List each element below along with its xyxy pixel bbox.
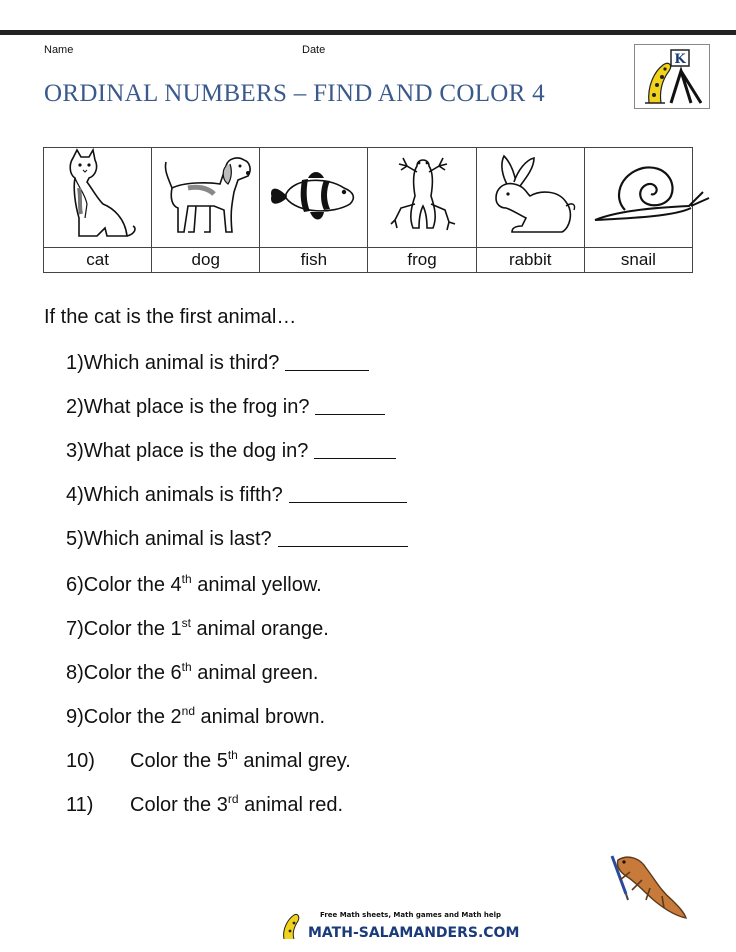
question-text-end: animal grey. — [237, 750, 351, 772]
question-number: 5) — [66, 528, 84, 550]
top-rule — [0, 30, 736, 35]
answer-blank[interactable] — [289, 484, 407, 503]
cat-picture-cell — [44, 148, 152, 248]
animal-label-dog: dog — [152, 248, 260, 273]
question-5 — [66, 528, 408, 551]
question-text: What place is the frog in? — [83, 396, 310, 418]
answer-blank[interactable] — [315, 396, 385, 415]
ordinal-suffix: rd — [227, 792, 239, 806]
question-text: Color the 3 — [130, 794, 228, 816]
question-11 — [66, 792, 343, 817]
answer-blank[interactable] — [285, 352, 369, 371]
question-text: Color the 6 — [83, 662, 182, 684]
snail-picture-cell — [584, 148, 692, 248]
question-9 — [66, 704, 325, 729]
rabbit-picture-cell — [476, 148, 584, 248]
page-title: ORDINAL NUMBERS – FIND AND COLOR 4 — [44, 80, 545, 107]
question-text: Color the 1 — [83, 618, 182, 640]
answer-blank[interactable] — [278, 528, 408, 547]
dog-picture-cell — [152, 148, 260, 248]
salamander-pencil-icon — [606, 850, 690, 922]
animal-label-fish: fish — [260, 248, 368, 273]
question-10 — [66, 748, 351, 773]
question-text: Which animal is third? — [83, 352, 280, 374]
question-number: 10) — [66, 750, 95, 772]
question-text-end: animal orange. — [190, 618, 329, 640]
snail-icon — [585, 148, 715, 242]
rabbit-icon — [482, 148, 578, 242]
animal-label-frog: frog — [368, 248, 476, 273]
animal-label-rabbit: rabbit — [476, 248, 584, 273]
question-3 — [66, 440, 396, 463]
question-number: 11) — [66, 794, 94, 816]
svg-text:Free Math sheets, Math games a: Free Math sheets, Math games and Math help — [320, 911, 502, 919]
answer-blank[interactable] — [314, 440, 396, 459]
svg-text:MATH-SALAMANDERS.COM: MATH-SALAMANDERS.COM — [308, 925, 520, 941]
salamander-mascot — [606, 850, 690, 922]
question-text: Color the 5 — [130, 750, 228, 772]
date-label: Date — [302, 44, 326, 56]
ordinal-suffix: nd — [181, 704, 195, 718]
question-text-end: animal green. — [191, 662, 319, 684]
question-number: 4) — [66, 484, 84, 506]
kindergarten-logo — [634, 44, 710, 109]
question-text-end: animal red. — [238, 794, 344, 816]
question-number: 6) — [66, 574, 84, 596]
cat-icon — [53, 148, 143, 242]
question-text-end: animal yellow. — [191, 574, 322, 596]
question-text: Which animals is fifth? — [83, 484, 283, 506]
question-6 — [66, 572, 322, 597]
question-number: 1) — [66, 352, 84, 374]
ordinal-suffix: th — [227, 748, 238, 762]
question-number: 9) — [66, 706, 84, 728]
animal-label-cat: cat — [44, 248, 152, 273]
frog-icon — [387, 148, 457, 242]
question-4 — [66, 484, 407, 507]
name-label: Name — [44, 44, 74, 56]
question-1 — [66, 352, 369, 375]
ordinal-suffix: th — [181, 572, 192, 586]
question-number: 7) — [66, 618, 84, 640]
question-number: 8) — [66, 662, 84, 684]
frog-picture-cell — [368, 148, 476, 248]
question-number: 3) — [66, 440, 84, 462]
question-text: Color the 2 — [83, 706, 182, 728]
question-text: Color the 4 — [83, 574, 182, 596]
dog-icon — [158, 148, 254, 242]
intro-text: If the cat is the first animal… — [44, 306, 297, 328]
salamander-k-icon — [635, 45, 709, 108]
animal-table — [43, 147, 693, 273]
svg-text:K: K — [674, 52, 686, 67]
ordinal-suffix: st — [181, 616, 191, 630]
question-2 — [66, 396, 385, 419]
question-text-end: animal brown. — [195, 706, 326, 728]
footer-logo — [278, 905, 520, 943]
question-number: 2) — [66, 396, 84, 418]
question-7 — [66, 616, 329, 641]
question-text: What place is the dog in? — [83, 440, 309, 462]
ordinal-suffix: th — [181, 660, 192, 674]
fish-icon — [264, 148, 364, 242]
math-salamanders-logo — [278, 905, 520, 943]
question-text: Which animal is last? — [83, 528, 272, 550]
fish-picture-cell — [260, 148, 368, 248]
question-8 — [66, 660, 318, 685]
animal-label-snail: snail — [584, 248, 692, 273]
